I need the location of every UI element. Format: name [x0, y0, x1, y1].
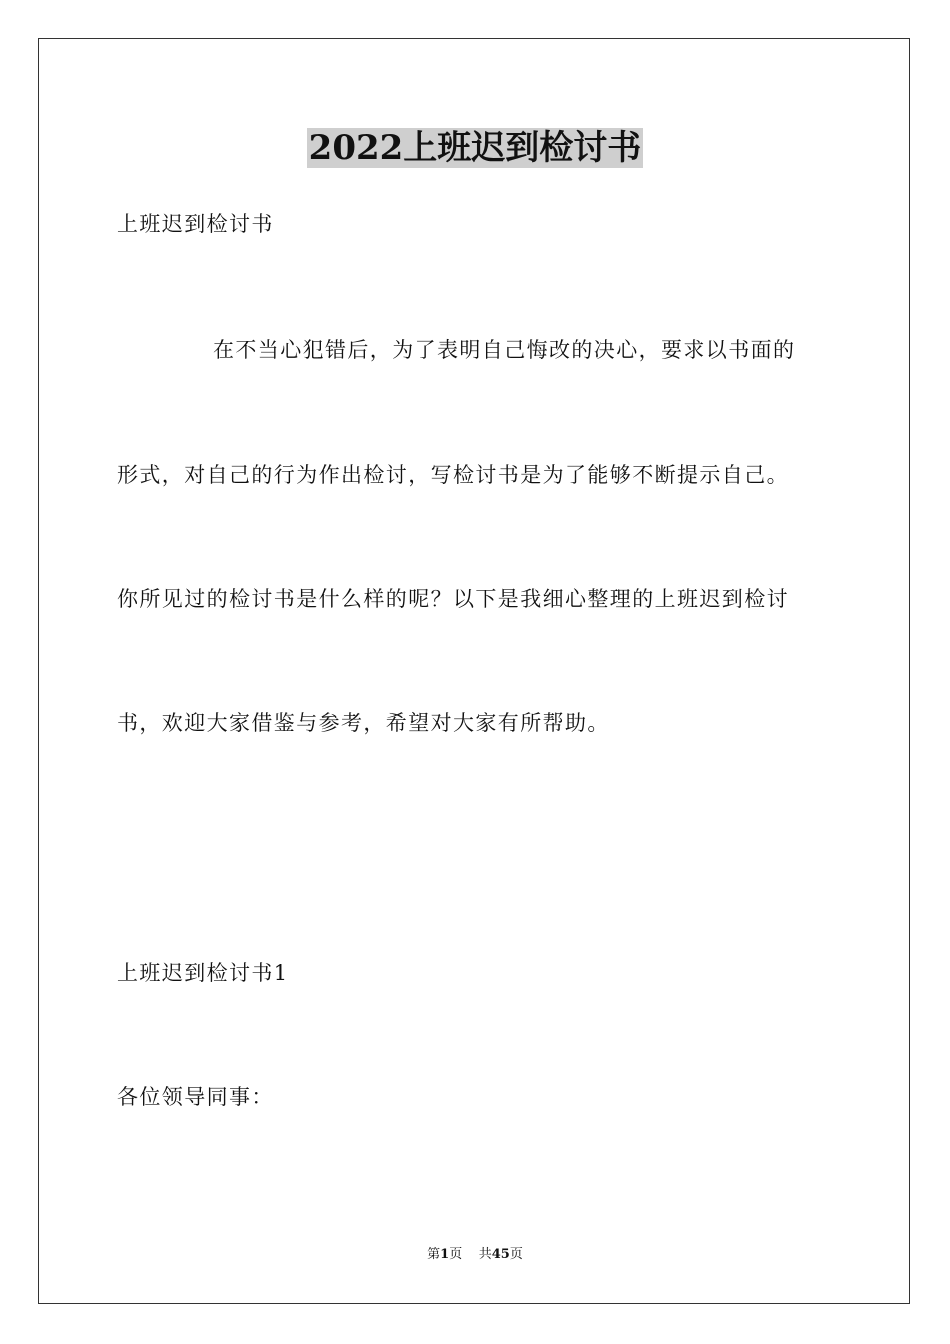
document-title [0, 124, 950, 172]
document-subtitle: 上班迟到检讨书 [117, 212, 274, 236]
footer-page-number: 1 [440, 1247, 450, 1262]
footer-total-pages: 45 [491, 1247, 510, 1262]
footer-page-prefix: 第 [427, 1247, 441, 1262]
salutation: 各位领导同事： [117, 1085, 274, 1109]
footer-page-suffix: 页 [449, 1247, 463, 1262]
intro-line-3: 你所见过的检讨书是什么样的呢？以下是我细心整理的上班迟到检讨 [117, 587, 789, 611]
section-heading: 上班迟到检讨书1 [117, 961, 289, 985]
intro-line-1: 在不当心犯错后，为了表明自己悔改的决心，要求以书面的 [213, 338, 796, 362]
footer-total-prefix: 共 [478, 1247, 492, 1262]
intro-line-4: 书，欢迎大家借鉴与参考，希望对大家有所帮助。 [117, 711, 610, 735]
page-footer [0, 1246, 950, 1264]
footer-total-suffix: 页 [509, 1247, 523, 1262]
intro-line-2: 形式，对自己的行为作出检讨，写检讨书是为了能够不断提示自己。 [117, 463, 789, 487]
document-title-text: 2022上班迟到检讨书 [308, 128, 642, 168]
